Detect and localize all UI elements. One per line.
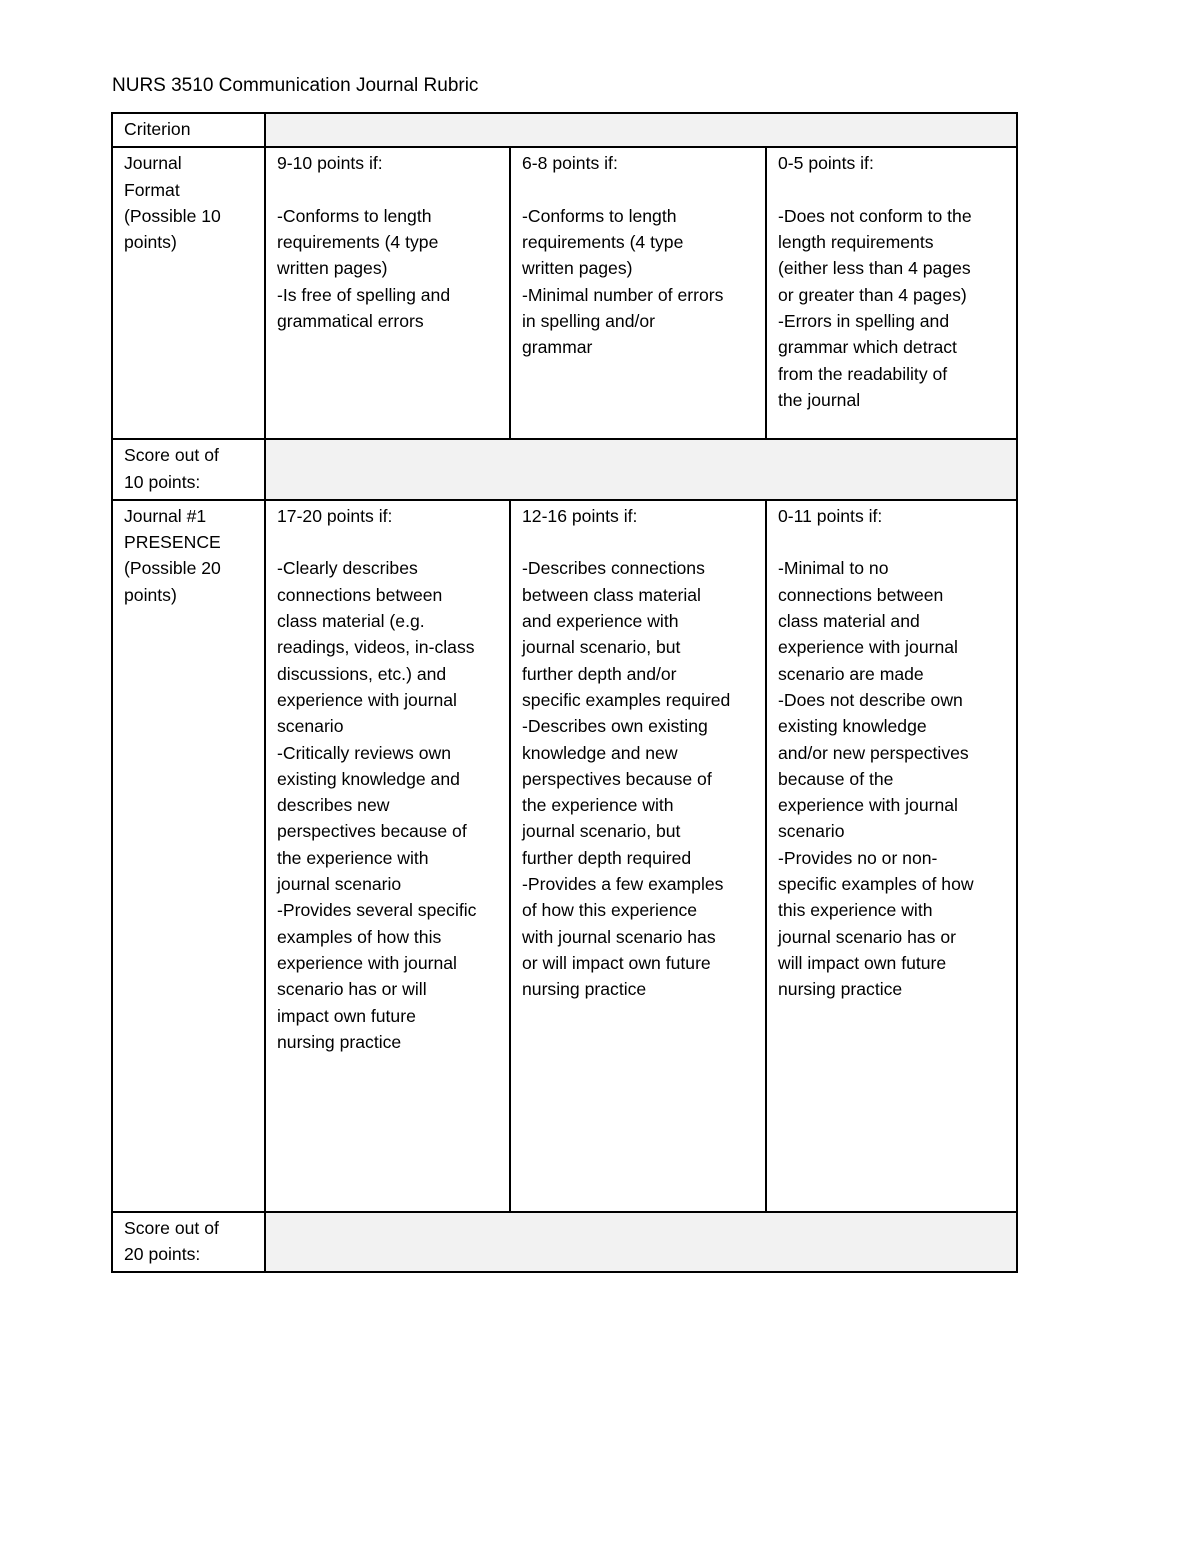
level-line: -Conforms to length	[277, 205, 432, 226]
level-line: -Describes connections	[522, 558, 705, 579]
level-line: and experience with	[522, 611, 679, 632]
spacer	[778, 177, 1010, 203]
level-line: further depth and/or	[522, 663, 677, 684]
level-line: journal scenario, but	[522, 821, 681, 842]
level-line: knowledge and new	[522, 742, 678, 763]
format-level-low-cell	[766, 147, 1017, 439]
level-line: -Errors in spelling and	[778, 311, 950, 332]
level-line: -Does not describe own	[778, 689, 963, 710]
level-line: experience with journal	[778, 637, 958, 658]
level-line: examples of how this	[277, 926, 442, 947]
level-line: written pages)	[277, 258, 388, 279]
presence-score-label-cell	[112, 1212, 265, 1273]
criterion-header-cell	[112, 113, 265, 147]
level-line: -Minimal to no	[778, 558, 889, 579]
spacer	[778, 529, 1010, 555]
header-blank-cell	[265, 113, 1017, 147]
level-line: -Clearly describes	[277, 558, 418, 579]
score-label-line: 20 points:	[124, 1244, 201, 1265]
level-line: and/or new perspectives	[778, 742, 969, 763]
presence-level-high-cell	[265, 500, 510, 1212]
level-line: -Is free of spelling and	[277, 284, 451, 305]
level-line: grammatical errors	[277, 311, 424, 332]
level-line: requirements (4 type	[277, 232, 439, 253]
level-line: will impact own future	[778, 952, 947, 973]
criterion-line: (Possible 20	[124, 558, 221, 579]
level-line: describes new	[277, 795, 390, 816]
level-line: journal scenario, but	[522, 637, 681, 658]
level-line: perspectives because of	[277, 821, 467, 842]
level-line: with journal scenario has	[522, 926, 716, 947]
format-score-label-cell	[112, 439, 265, 500]
criterion-line: PRESENCE	[124, 532, 221, 553]
level-line: further depth required	[522, 847, 692, 868]
level-line: experience with journal	[277, 689, 457, 710]
criterion-header: Criterion	[124, 119, 191, 139]
level-heading: 0-11 points if:	[778, 505, 883, 526]
presence-criterion-cell	[112, 500, 265, 1212]
level-line: existing knowledge and	[277, 768, 460, 789]
level-line: -Provides a few examples	[522, 874, 724, 895]
format-level-mid-cell	[510, 147, 766, 439]
level-line: scenario are made	[778, 663, 924, 684]
level-line: written pages)	[522, 258, 633, 279]
level-line: readings, videos, in-class	[277, 637, 475, 658]
level-line: the journal	[778, 389, 861, 410]
format-score-field[interactable]	[265, 439, 1017, 500]
level-line: existing knowledge	[778, 716, 927, 737]
presence-row	[112, 500, 1017, 1212]
level-line: grammar which detract	[778, 337, 957, 358]
level-line: journal scenario	[277, 874, 402, 895]
level-line: nursing practice	[522, 979, 647, 1000]
level-line: class material and	[778, 611, 920, 632]
level-line: discussions, etc.) and	[277, 663, 447, 684]
level-line: impact own future	[277, 1005, 416, 1026]
level-heading: 6-8 points if:	[522, 153, 618, 174]
criterion-line: points)	[124, 584, 177, 605]
criterion-line: (Possible 10	[124, 205, 221, 226]
level-line: scenario	[277, 716, 344, 737]
score-label-line: 10 points:	[124, 471, 201, 492]
level-heading: 9-10 points if:	[277, 153, 383, 174]
rubric-table	[111, 112, 1018, 1273]
level-line: -Conforms to length	[522, 205, 677, 226]
presence-score-field[interactable]	[265, 1212, 1017, 1273]
level-line: because of the	[778, 768, 894, 789]
level-line: requirements (4 type	[522, 232, 684, 253]
level-line: grammar	[522, 337, 593, 358]
criterion-line: Journal #1	[124, 505, 207, 526]
level-line: (either less than 4 pages	[778, 258, 971, 279]
level-line: experience with journal	[277, 952, 457, 973]
level-line: -Provides several specific	[277, 900, 477, 921]
level-heading: 12-16 points if:	[522, 505, 638, 526]
page-title: NURS 3510 Communication Journal Rubric	[112, 75, 479, 96]
spacer	[277, 529, 503, 555]
level-heading: 0-5 points if:	[778, 153, 874, 174]
presence-level-low-cell	[766, 500, 1017, 1212]
format-level-high-cell	[265, 147, 510, 439]
level-line: from the readability of	[778, 363, 948, 384]
level-line: or greater than 4 pages)	[778, 284, 967, 305]
format-score-row	[112, 439, 1017, 500]
score-label-line: Score out of	[124, 445, 219, 466]
level-line: of how this experience	[522, 900, 698, 921]
level-line: or will impact own future	[522, 952, 711, 973]
level-line: nursing practice	[277, 1031, 402, 1052]
level-line: between class material	[522, 584, 701, 605]
level-line: connections between	[277, 584, 443, 605]
presence-level-mid-cell	[510, 500, 766, 1212]
level-line: scenario	[778, 821, 845, 842]
presence-score-row	[112, 1212, 1017, 1273]
level-line: -Provides no or non-	[778, 847, 938, 868]
criterion-line: points)	[124, 232, 177, 253]
criterion-line: Format	[124, 179, 180, 200]
score-label-line: Score out of	[124, 1217, 219, 1238]
level-line: perspectives because of	[522, 768, 712, 789]
spacer	[522, 529, 759, 555]
level-line: scenario has or will	[277, 979, 427, 1000]
level-line: -Critically reviews own	[277, 742, 452, 763]
level-line: specific examples of how	[778, 874, 974, 895]
level-line: the experience with	[277, 847, 429, 868]
spacer	[522, 177, 759, 203]
level-line: connections between	[778, 584, 944, 605]
spacer	[277, 177, 503, 203]
level-line: nursing practice	[778, 979, 903, 1000]
level-line: class material (e.g.	[277, 611, 425, 632]
level-line: experience with journal	[778, 795, 958, 816]
criterion-line: Journal	[124, 153, 182, 174]
level-line: in spelling and/or	[522, 311, 656, 332]
level-line: -Describes own existing	[522, 716, 708, 737]
format-criterion-cell	[112, 147, 265, 439]
header-row	[112, 113, 1017, 147]
level-line: the experience with	[522, 795, 674, 816]
level-line: -Minimal number of errors	[522, 284, 724, 305]
format-row	[112, 147, 1017, 439]
level-line: journal scenario has or	[778, 926, 956, 947]
level-line: specific examples required	[522, 689, 731, 710]
level-line: -Does not conform to the	[778, 205, 972, 226]
level-line: length requirements	[778, 232, 934, 253]
level-heading: 17-20 points if:	[277, 505, 393, 526]
level-line: this experience with	[778, 900, 933, 921]
